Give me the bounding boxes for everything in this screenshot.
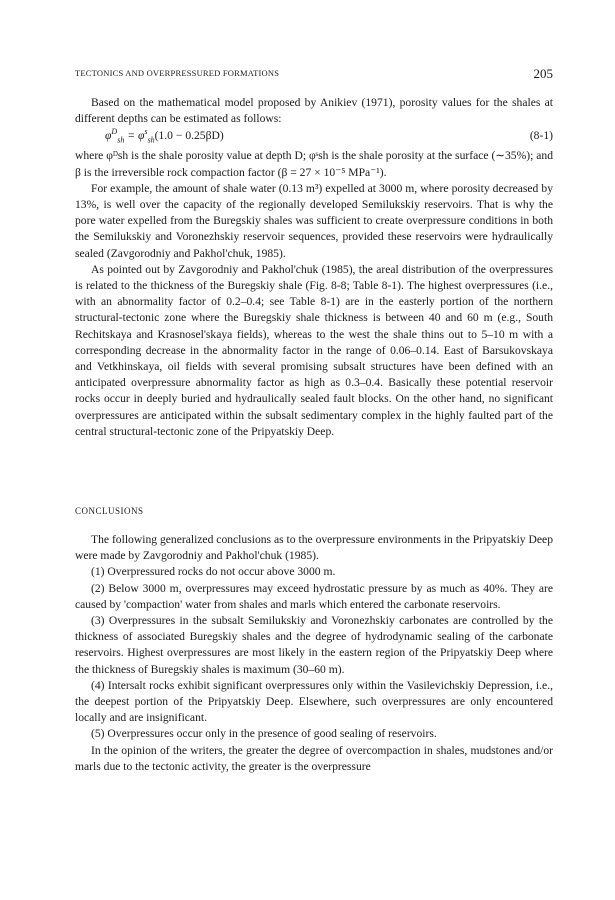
running-title: TECTONICS AND OVERPRESSURED FORMATIONS — [75, 68, 280, 78]
equation-8-1 — [75, 128, 553, 146]
page-number: 205 — [533, 66, 553, 81]
body-text — [75, 95, 553, 440]
conclusions-intro: The following generalized conclusions as to the overpressure environments in the Pripyatskiy Deep were made by Zavgorodniy and Pakhol'chuk (1985). — [75, 533, 553, 563]
conclusion-item-5: (5) Overpressures occur only in the presence of good sealing of reservoirs. — [91, 727, 437, 741]
conclusion-item-1: (1) Overpressured rocks do not occur above 3000 m. — [91, 565, 336, 579]
running-head — [75, 66, 553, 82]
section-heading-conclusions: CONCLUSIONS — [75, 506, 144, 516]
conclusions-text — [75, 532, 553, 775]
paragraph-definitions: where φᴰsh is the shale porosity value at depth D; φˢsh is the shale porosity at the surface (∼35%); and β is the irreversible rock compaction factor (β = 27 × 10⁻⁵ MPa⁻¹). — [75, 149, 553, 179]
paragraph-distribution: As pointed out by Zavgorodniy and Pakhol'chuk (1985), the areal distribution of the overpressures is related to the thickness of the Buregskiy shale (Fig. 8-8; Table 8-1). The highest overpressures (i.e., with an abnormality factor of 0.2–0.4; see Table 8-1) are in the easterly portion of the northern structural-tectonic zone where the Buregskiy shale thickness is between 40 and 60 m (e.g., South Rechitskaya and Krasnosel'skaya fields), whereas to the west the shale thins out to 5–10 m with a corresponding decrease in the abnormality factor in the range of 0.06–0.14. East of Barsukovskaya and Vetkhinskaya, oil fields with several promising subsalt structures have been defined with an anticipated overpressure abnormality factor as high as 0.3–0.4. Basically these potential reservoir rocks occur in deeply buried and hydraulically sealed fault blocks. On the other hand, no significant overpressures are anticipated within the subsalt sedimentary complex in the highly faulted part of the central structural-tectonic zone of the Pripyatskiy Deep. — [75, 262, 553, 438]
paragraph-example: For example, the amount of shale water (0.13 m³) expelled at 3000 m, where porosity decreased by 13%, is well over the capacity of the regionally developed Semilukskiy reservoirs. That is why the pore water expelled from the Buregskiy shales was sufficient to create overpressure conditions in both the Semilukskiy and Voronezhskiy reservoir sequences, provided these reservoirs were hydraulically sealed (Zavgorodniy and Pakhol'chuk, 1985). — [75, 181, 553, 260]
conclusions-closing: In the opinion of the writers, the greater the degree of overcompaction in shales, mudstones and/or marls due to the tectonic activity, the greater is the overpressure — [75, 743, 553, 773]
conclusion-item-3: (3) Overpressures in the subsalt Semilukskiy and Voronezhskiy carbonates are controlled by the thickness of associated Buregskiy shales and the degree of hydrodynamic sealing of the carbonate reservoirs. Highest overpressures are most likely in the eastern region of the Pripyatskiy Deep where the thickness of Buregskiy shales is maximum (30–60 m). — [75, 614, 553, 676]
paragraph-intro: Based on the mathematical model proposed by Anikiev (1971), porosity values for the shales at different depths can be estimated as follows: — [75, 96, 553, 126]
conclusion-item-2: (2) Below 3000 m, overpressures may exceed hydrostatic pressure by as much as 40%. They are caused by 'compaction' water from shales and marls which entered the carbonate reservoirs. — [75, 581, 553, 611]
conclusion-item-4: (4) Intersalt rocks exhibit significant overpressures only within the Vasilevichskiy Depression, i.e., the deepest portion of the Pripyatskiy Deep. Elsewhere, such overpressures are only encountered locally and are insignificant. — [75, 678, 553, 725]
equation-expression: $\varphi^D_{sh} = \varphi^s_{sh}(1.0 - 0.25\beta D)$ — [105, 127, 224, 145]
equation-number: (8-1) — [529, 129, 553, 143]
